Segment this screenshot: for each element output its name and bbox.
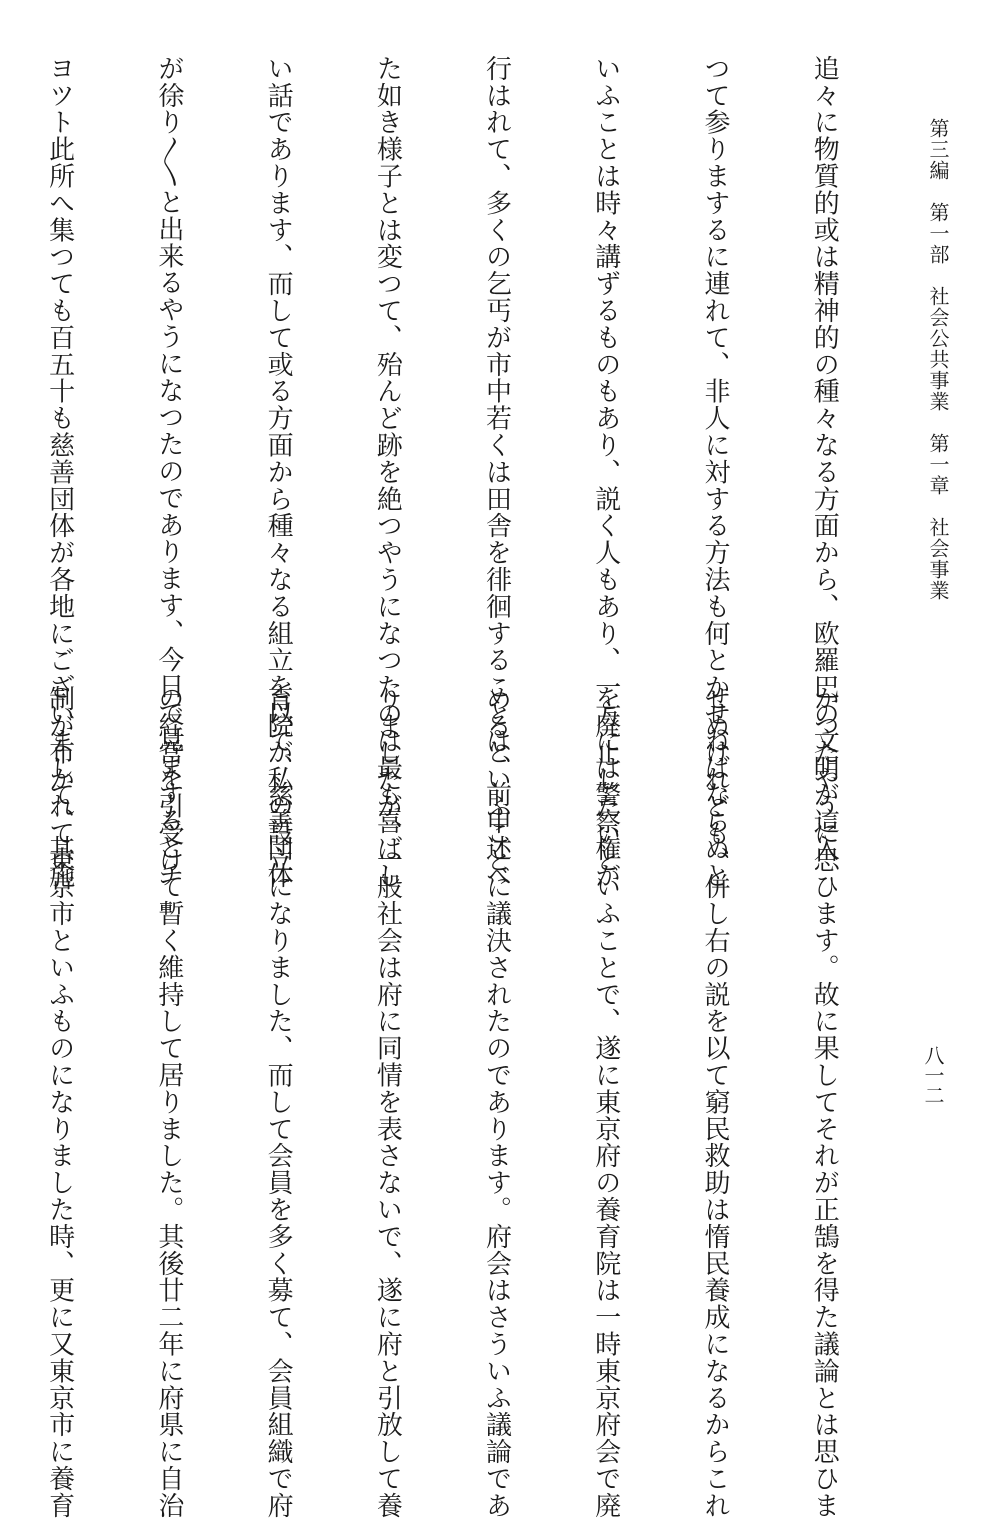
text-line: せぬけれども、併し右の説を以て窮民救助は惰民養成になるからこれ: [699, 685, 730, 1519]
text-line: 制が布かれて東京市といふものになりました時、更に又東京市に養育: [44, 685, 75, 1519]
text-line: りましたが、一般社会は府に同情を表さないで、遂に府と引放して養: [372, 685, 403, 1519]
text-line: が徐り〳〵と出来るやうになつたのであります、今日で見まするとチ: [153, 55, 184, 888]
upper-text-block: [44, 55, 915, 889]
running-title: 第三編 第一部 社会公共事業 第一章 社会事業: [926, 118, 950, 601]
text-line: いふことは時々講ずるものもあり、説く人もあり、一方には警察権が: [590, 55, 621, 889]
text-line: 追々に物質的或は精神的の種々なる方面から、欧羅巴の文明が這入: [809, 55, 840, 862]
text-line: を廃止したいといふことで、遂に東京府の養育院は一時東京府会で廃: [590, 685, 621, 1519]
text-line: 行はれて、多くの乞丐が市中若くは田舎を徘徊することは、前申述べ: [481, 55, 512, 889]
text-line: い話であります、而して或る方面から種々なる組立を以て、慈善団体: [263, 55, 294, 889]
page-number: 八一二: [921, 1045, 945, 1105]
text-line: た如き様子とは変つて、殆んど跡を絶つやうになつたのは最も喜ばし: [372, 55, 403, 889]
text-line: かつたやうに思ひます。故に果してそれが正鵠を得た議論とは思ひま: [809, 685, 840, 1519]
text-line: の経営を引受けて暫く維持して居りました。其後廿二年に府県に自治: [153, 685, 184, 1519]
text-line: めるといふことに議決されたのであります。府会はさういふ議論であ: [481, 685, 512, 1519]
text-line: 育院が私の設立になりました、而して会員を多く募て、会員組織で府: [263, 685, 294, 1519]
lower-text-block: [44, 685, 915, 1519]
text-line: ヨツト此所へ集つても百五十も慈善団体が各地にございまして、其施: [44, 55, 75, 889]
text-line: つて参りまするに連れて、非人に対する方法も何とかせねばならぬと: [699, 55, 730, 889]
